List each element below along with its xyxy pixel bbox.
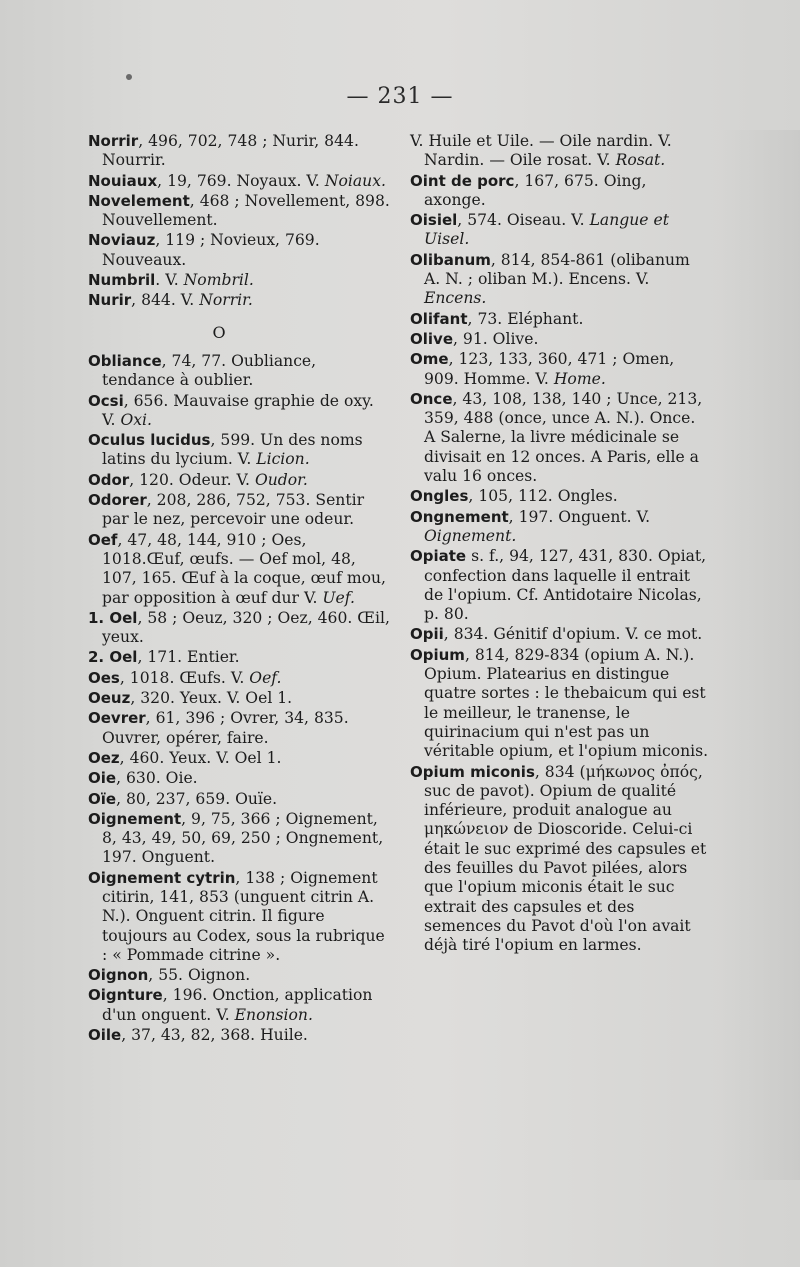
entry-cross-reference: Oignement.	[424, 526, 517, 545]
entry-headword: Numbril	[88, 271, 156, 290]
entry-headword: Nurir	[88, 291, 132, 310]
glossary-entry	[88, 491, 390, 530]
entry-definition: , 138 ; Oignement citirin, 141, 853 (unguent citrin A. N.). Onguent citrin. Il figure toujours au Codex, sous la rubrique : « Pommade citrine ».	[102, 868, 385, 964]
glossary-entry	[88, 869, 390, 965]
glossary-entry	[88, 352, 390, 391]
entry-cross-reference: Oxi.	[120, 410, 152, 429]
entry-definition: , 58 ; Oeuz, 320 ; Oez, 460. Œil, yeux.	[102, 608, 390, 647]
entry-definition: , 320. Yeux. V. Oel 1.	[130, 689, 293, 708]
entry-definition: , 630. Oie.	[116, 769, 198, 788]
entry-definition: , 55. Oignon.	[148, 966, 251, 985]
entry-definition: , 167, 675. Oing, axonge.	[424, 171, 647, 209]
glossary-entry	[88, 749, 390, 768]
entry-definition: , 196. Onction, application d'un onguent. V.	[102, 986, 373, 1024]
entry-headword: Oint de porc	[410, 171, 515, 190]
glossary-entry	[410, 390, 710, 486]
entry-headword: 2. Oel	[88, 648, 138, 667]
entry-headword: Oile	[88, 1026, 122, 1045]
entry-headword: Noviauz	[88, 231, 156, 250]
entry-headword: 1. Oel	[88, 608, 138, 627]
entry-definition: , 43, 108, 138, 140 ; Unce, 213, 359, 488 (once, unce A. N.). Once. A Salerne, la livre médicinale se divisait en 12 onces. A Paris, elle a valu 16 onces.	[424, 389, 703, 486]
glossary-entry	[410, 132, 710, 171]
entry-headword: Oculus lucidus	[88, 431, 211, 450]
entry-definition: s. f., 94, 127, 431, 830. Opiat, confection dans laquelle il entrait de l'opium. Cf. Antidotaire Nicolas, p. 80.	[424, 547, 707, 624]
entry-definition: , 834. Génitif d'opium. V. ce mot.	[443, 625, 703, 644]
section-letter: O	[212, 322, 226, 342]
entry-cross-reference: Encens.	[424, 289, 487, 308]
entry-definition: , 80, 237, 659. Ouïe.	[116, 789, 278, 808]
entry-cross-reference: Home.	[553, 369, 606, 388]
glossary-entry	[410, 547, 710, 624]
entry-headword: Ocsi	[88, 391, 124, 410]
glossary-entry	[88, 966, 390, 985]
entry-definition: , 844. V.	[131, 291, 200, 310]
entry-headword: Odor	[88, 470, 130, 489]
entry-definition: , 19, 769. Noyaux. V.	[157, 171, 325, 190]
glossary-entry	[410, 487, 710, 506]
entry-headword: Obliance	[88, 351, 162, 370]
glossary-entry	[410, 646, 710, 762]
entry-definition: , 91. Olive.	[453, 329, 539, 348]
entry-cross-reference: Rosat.	[615, 151, 666, 170]
glossary-entry	[410, 350, 710, 389]
entry-headword: Opiate	[410, 547, 467, 566]
ink-speck	[126, 74, 132, 80]
entry-definition: . V.	[155, 271, 184, 290]
glossary-entry	[88, 609, 390, 648]
glossary-entry	[88, 531, 390, 608]
entry-headword: Oevrer	[88, 709, 146, 728]
entry-headword: Ongles	[410, 487, 469, 506]
entry-definition: , 120. Odeur. V.	[129, 470, 255, 489]
entry-headword: Oïe	[88, 789, 117, 808]
entry-definition: , 1018. Œufs. V.	[119, 668, 250, 687]
show-through-shadow	[720, 130, 800, 1180]
entry-definition: , 460. Yeux. V. Oel 1.	[119, 748, 282, 767]
entry-headword: Oignture	[88, 986, 163, 1005]
entry-definition: , 73. Eléphant.	[467, 309, 584, 328]
entry-cross-reference: Norrir.	[199, 291, 253, 310]
glossary-entry	[88, 231, 390, 270]
glossary-entry	[88, 392, 390, 431]
page-number: — 231 —	[346, 84, 454, 109]
left-column	[88, 132, 390, 1046]
entry-definition: , 9, 75, 366 ; Oignement, 8, 43, 49, 50, 69, 250 ; Ongnement, 197. Onguent.	[102, 809, 384, 867]
entry-cross-reference: Oudor.	[254, 470, 308, 489]
glossary-entry	[88, 271, 390, 290]
entry-headword: Oes	[88, 668, 120, 687]
entry-headword: Oignon	[88, 966, 149, 985]
entry-definition: , 834 (μήκωνος ὀπός, suc de pavot). Opium de qualité inférieure, produit analogue au μηκώνειον de Dioscoride. Celui-ci était le suc exprimé des capsules et des feuilles du Pavot pilées, alors que l'opium miconis était le suc extrait des capsules et des semences du Pavot d'où l'on avait déjà tiré l'opium en larmes.	[424, 762, 707, 955]
entry-definition: , 74, 77. Oubliance, tendance à oublier.	[102, 351, 317, 390]
entry-cross-reference: Uef.	[322, 588, 355, 607]
glossary-entry	[88, 192, 390, 231]
entry-definition: , 197. Onguent. V.	[508, 507, 651, 526]
glossary-entry	[88, 471, 390, 490]
entry-headword: Odorer	[88, 491, 147, 510]
glossary-entry	[88, 709, 390, 748]
entry-headword: Opium miconis	[410, 762, 535, 781]
entry-cross-reference: Noiaux.	[324, 171, 386, 190]
entry-headword: Oie	[88, 769, 117, 788]
entry-cross-reference: Licion.	[256, 450, 310, 469]
entry-headword: Olibanum	[410, 250, 491, 269]
entry-definition: , 123, 133, 360, 471 ; Omen, 909. Homme. V.	[424, 350, 675, 388]
entry-definition: , 574. Oiseau. V.	[457, 211, 590, 230]
entry-headword: Olifant	[410, 309, 468, 328]
entry-cross-reference: Oef.	[249, 668, 282, 687]
entry-headword: Oez	[88, 748, 120, 767]
glossary-entry	[410, 763, 710, 956]
glossary-entry	[88, 810, 390, 868]
entry-definition: , 61, 396 ; Ovrer, 34, 835. Ouvrer, opérer, faire.	[102, 709, 349, 747]
entry-headword: Oignement cytrin	[88, 868, 236, 887]
glossary-entry	[88, 689, 390, 708]
glossary-entry	[410, 625, 710, 644]
entry-headword: Olive	[410, 329, 453, 348]
glossary-entry	[88, 132, 390, 171]
entry-definition: , 37, 43, 82, 368. Huile.	[121, 1026, 308, 1045]
entry-headword: Novelement	[88, 191, 190, 210]
entry-definition: , 814, 829-834 (opium A. N.). Opium. Platearius en distingue quatre sortes : le thebaicum qui est le meilleur, le tranense, le quirinacium qui n'est pas un véritable opium, et l'opium miconis.	[424, 645, 709, 761]
entry-headword: Oeuz	[88, 689, 131, 708]
entry-definition: , 47, 48, 144, 910 ; Oes, 1018.Œuf, œufs. — Oef mol, 48, 107, 165. Œuf à la coque, œuf mou, par opposition à œuf dur V.	[102, 530, 387, 607]
entry-definition: , 171. Entier.	[137, 648, 240, 667]
glossary-entry	[88, 769, 390, 788]
entry-headword: Oignement	[88, 809, 182, 828]
glossary-entry	[410, 508, 710, 547]
glossary-entry	[410, 310, 710, 329]
entry-cross-reference: Nombril.	[183, 271, 254, 290]
glossary-entry	[88, 431, 390, 470]
glossary-entry	[88, 1026, 390, 1045]
glossary-entry	[88, 790, 390, 809]
glossary-entry	[88, 669, 390, 688]
entry-definition: , 468 ; Novellement, 898. Nouvellement.	[102, 191, 390, 230]
entry-headword: Nouiaux	[88, 171, 158, 190]
entry-headword: Ome	[410, 350, 449, 369]
entry-headword: Opium	[410, 645, 465, 664]
entry-headword: Opii	[410, 625, 444, 644]
glossary-entry	[410, 251, 710, 309]
entry-cross-reference: Langue et Uisel.	[424, 211, 669, 249]
entry-definition: , 656. Mauvaise graphie de oxy. V.	[102, 391, 374, 429]
entry-definition: , 105, 112. Ongles.	[468, 487, 618, 506]
right-column	[410, 132, 710, 956]
entry-headword: Once	[410, 389, 453, 408]
entry-definition: , 599. Un des noms latins du lycium. V.	[102, 431, 363, 469]
entry-headword: Norrir	[88, 132, 139, 150]
entry-cross-reference: Enonsion.	[234, 1005, 313, 1024]
glossary-entry	[88, 648, 390, 667]
entry-definition: , 208, 286, 752, 753. Sentir par le nez, percevoir une odeur.	[102, 491, 365, 529]
glossary-entry	[88, 291, 390, 310]
entry-definition: V. Huile et Uile. — Oile nardin. V. Nardin. — Oile rosat. V.	[410, 132, 672, 170]
glossary-entry	[88, 172, 390, 191]
glossary-entry	[88, 986, 390, 1025]
entry-headword: Oef	[88, 530, 118, 549]
glossary-entry	[410, 172, 710, 211]
entry-definition: , 814, 854-861 (olibanum A. N. ; oliban M.). Encens. V.	[424, 250, 690, 289]
entry-headword: Ongnement	[410, 507, 509, 526]
entry-headword: Oisiel	[410, 211, 458, 230]
entry-definition: , 496, 702, 748 ; Nurir, 844. Nourrir.	[102, 132, 359, 170]
glossary-entry	[410, 330, 710, 349]
entry-definition: , 119 ; Novieux, 769. Nouveaux.	[102, 231, 320, 269]
glossary-entry	[410, 211, 710, 250]
